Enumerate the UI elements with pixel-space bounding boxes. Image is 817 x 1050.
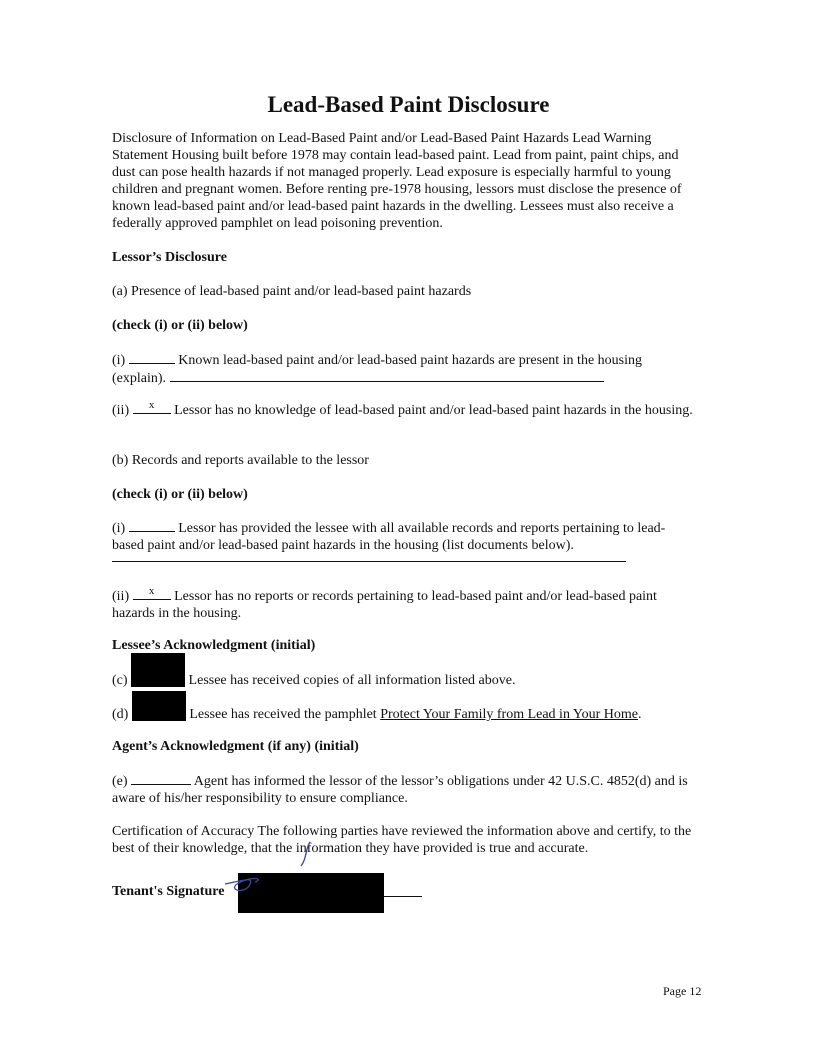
check-mark-b-ii: x — [148, 585, 155, 597]
lessor-item-b-i: (i) Lessor has provided the lessee with all available records and reports pertaining to lead-based paint and/or lead-based paint hazards in the housing (list documents below). — [112, 519, 697, 562]
agent-item-e: (e) Agent has informed the lessor of the lessor’s obligations under 42 U.S.C. 4852(d) and is aware of his/her responsibility to ensure compliance. — [112, 774, 688, 806]
check-blank-a-i[interactable] — [129, 351, 175, 364]
lessor-item-a: (a) Presence of lead-based paint and/or lead-based paint hazards — [112, 284, 472, 299]
tenant-signature-row — [112, 873, 712, 913]
lessee-item-c: (c) Lessee has received copies of all information listed above. — [112, 671, 697, 689]
signature-scribble — [215, 840, 325, 900]
lessor-item-b-ii: (ii) x Lessor has no reports or records pertaining to lead-based paint and/or lead-based paint hazards in the housing. — [112, 585, 657, 621]
redacted-initials-c — [131, 653, 185, 687]
lessor-check-label-b: (check (i) or (ii) below) — [112, 487, 248, 502]
signature-line — [384, 884, 422, 897]
lessor-item-b: (b) Records and reports available to the lessor — [112, 453, 369, 468]
check-blank-a-ii[interactable] — [133, 401, 171, 414]
intro-paragraph: Disclosure of Information on Lead-Based Paint and/or Lead-Based Paint Hazards Lead Warning Statement Housing built before 1978 may contain lead-based paint. Lead from paint, paint chips, and dust can pose health hazards if not managed properly. Lead exposure is especially harmful to young children and pregnant women. Before renting pre-1978 housing, lessors must disclose the presence of known lead-based paint and/or lead-based paint hazards in the dwelling. Lessees must also receive a federally approved pamphlet on lead poisoning prevention. — [112, 131, 682, 231]
page-number: Page 12 — [663, 984, 702, 998]
signature-label: Tenant's Signature — [112, 884, 225, 899]
lessor-check-label-a: (check (i) or (ii) below) — [112, 318, 248, 333]
document-title: Lead-Based Paint Disclosure — [267, 92, 550, 117]
check-blank-b-ii[interactable] — [133, 587, 171, 600]
check-blank-b-i[interactable] — [129, 519, 175, 532]
initials-blank-e[interactable] — [131, 772, 191, 785]
check-mark-a-ii: x — [148, 399, 155, 411]
pamphlet-title: Protect Your Family from Lead in Your Home — [380, 707, 639, 722]
lessee-heading: Lessee’s Acknowledgment (initial) — [112, 638, 316, 653]
redacted-initials-d — [132, 691, 186, 721]
lessor-heading: Lessor’s Disclosure — [112, 250, 227, 265]
agent-heading: Agent’s Acknowledgment (if any) (initial) — [112, 739, 359, 754]
lessor-item-a-ii: (ii) x Lessor has no knowledge of lead-based paint and/or lead-based paint hazards in the housing. — [112, 399, 693, 418]
lessee-item-d: (d) Lessee has received the pamphlet Protect Your Family from Lead in Your Home. — [112, 705, 697, 723]
certification-paragraph: Certification of Accuracy The following parties have reviewed the information above and certify, to the best of their knowledge, that the information they have provided is true and accurate. — [112, 824, 692, 856]
explain-line[interactable] — [170, 369, 604, 382]
lessor-item-a-i: (i) Known lead-based paint and/or lead-based paint hazards are present in the housing (explain). — [112, 353, 643, 386]
documents-line[interactable] — [112, 560, 626, 562]
